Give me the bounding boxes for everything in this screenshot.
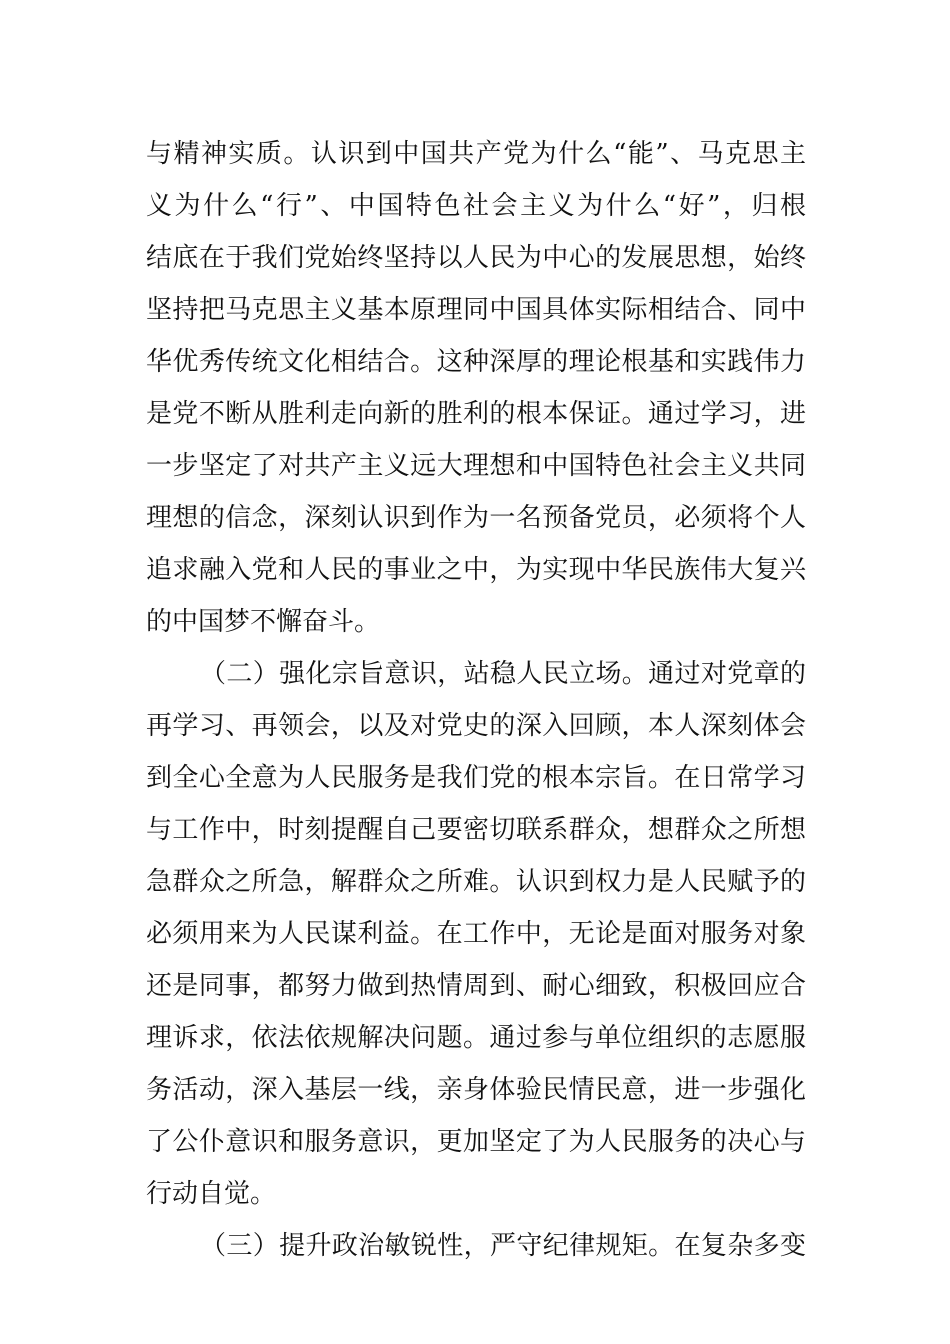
text-line: 行动自觉。: [146, 1179, 277, 1209]
text-line: 坚持把马克思主义基本原理同中国具体实际相结合、同中: [146, 295, 806, 325]
text-line: 还是同事，都努力做到热情周到、耐心细致，积极回应合: [146, 971, 806, 1001]
text-line: 理诉求，依法依规解决问题。通过参与单位组织的志愿服: [146, 1023, 806, 1053]
text-line: 再学习、再领会，以及对党史的深入回顾，本人深刻体会: [146, 711, 806, 741]
text-line: 追求融入党和人民的事业之中，为实现中华民族伟大复兴: [146, 555, 806, 585]
text-line: 务活动，深入基层一线，亲身体验民情民意，进一步强化: [146, 1075, 806, 1105]
section-heading-line: （三）提升政治敏锐性，严守纪律规矩。在复杂多变: [200, 1231, 806, 1261]
section-heading-line: （二）强化宗旨意识，站稳人民立场。通过对党章的: [200, 659, 806, 689]
text-line: 与精神实质。认识到中国共产党为什么“能”、马克思主: [146, 139, 806, 169]
text-line: 与工作中，时刻提醒自己要密切联系群众，想群众之所想: [146, 815, 806, 845]
text-line: 理想的信念，深刻认识到作为一名预备党员，必须将个人: [146, 503, 806, 533]
text-line: 急群众之所急，解群众之所难。认识到权力是人民赋予的: [146, 867, 806, 897]
text-line: 的中国梦不懈奋斗。: [146, 607, 381, 637]
text-line: 是党不断从胜利走向新的胜利的根本保证。通过学习，进: [146, 399, 806, 429]
text-line: 结底在于我们党始终坚持以人民为中心的发展思想，始终: [146, 243, 806, 273]
text-line: 必须用来为人民谋利益。在工作中，无论是面对服务对象: [146, 919, 806, 949]
text-line: 了公仆意识和服务意识，更加坚定了为人民服务的决心与: [146, 1127, 806, 1157]
text-line: 到全心全意为人民服务是我们党的根本宗旨。在日常学习: [146, 763, 806, 793]
text-line: 华优秀传统文化相结合。这种深厚的理论根基和实践伟力: [146, 347, 806, 377]
text-line: 一步坚定了对共产主义远大理想和中国特色社会主义共同: [146, 451, 806, 481]
text-line: 义为什么“行”、中国特色社会主义为什么“好”，归根: [146, 191, 806, 221]
